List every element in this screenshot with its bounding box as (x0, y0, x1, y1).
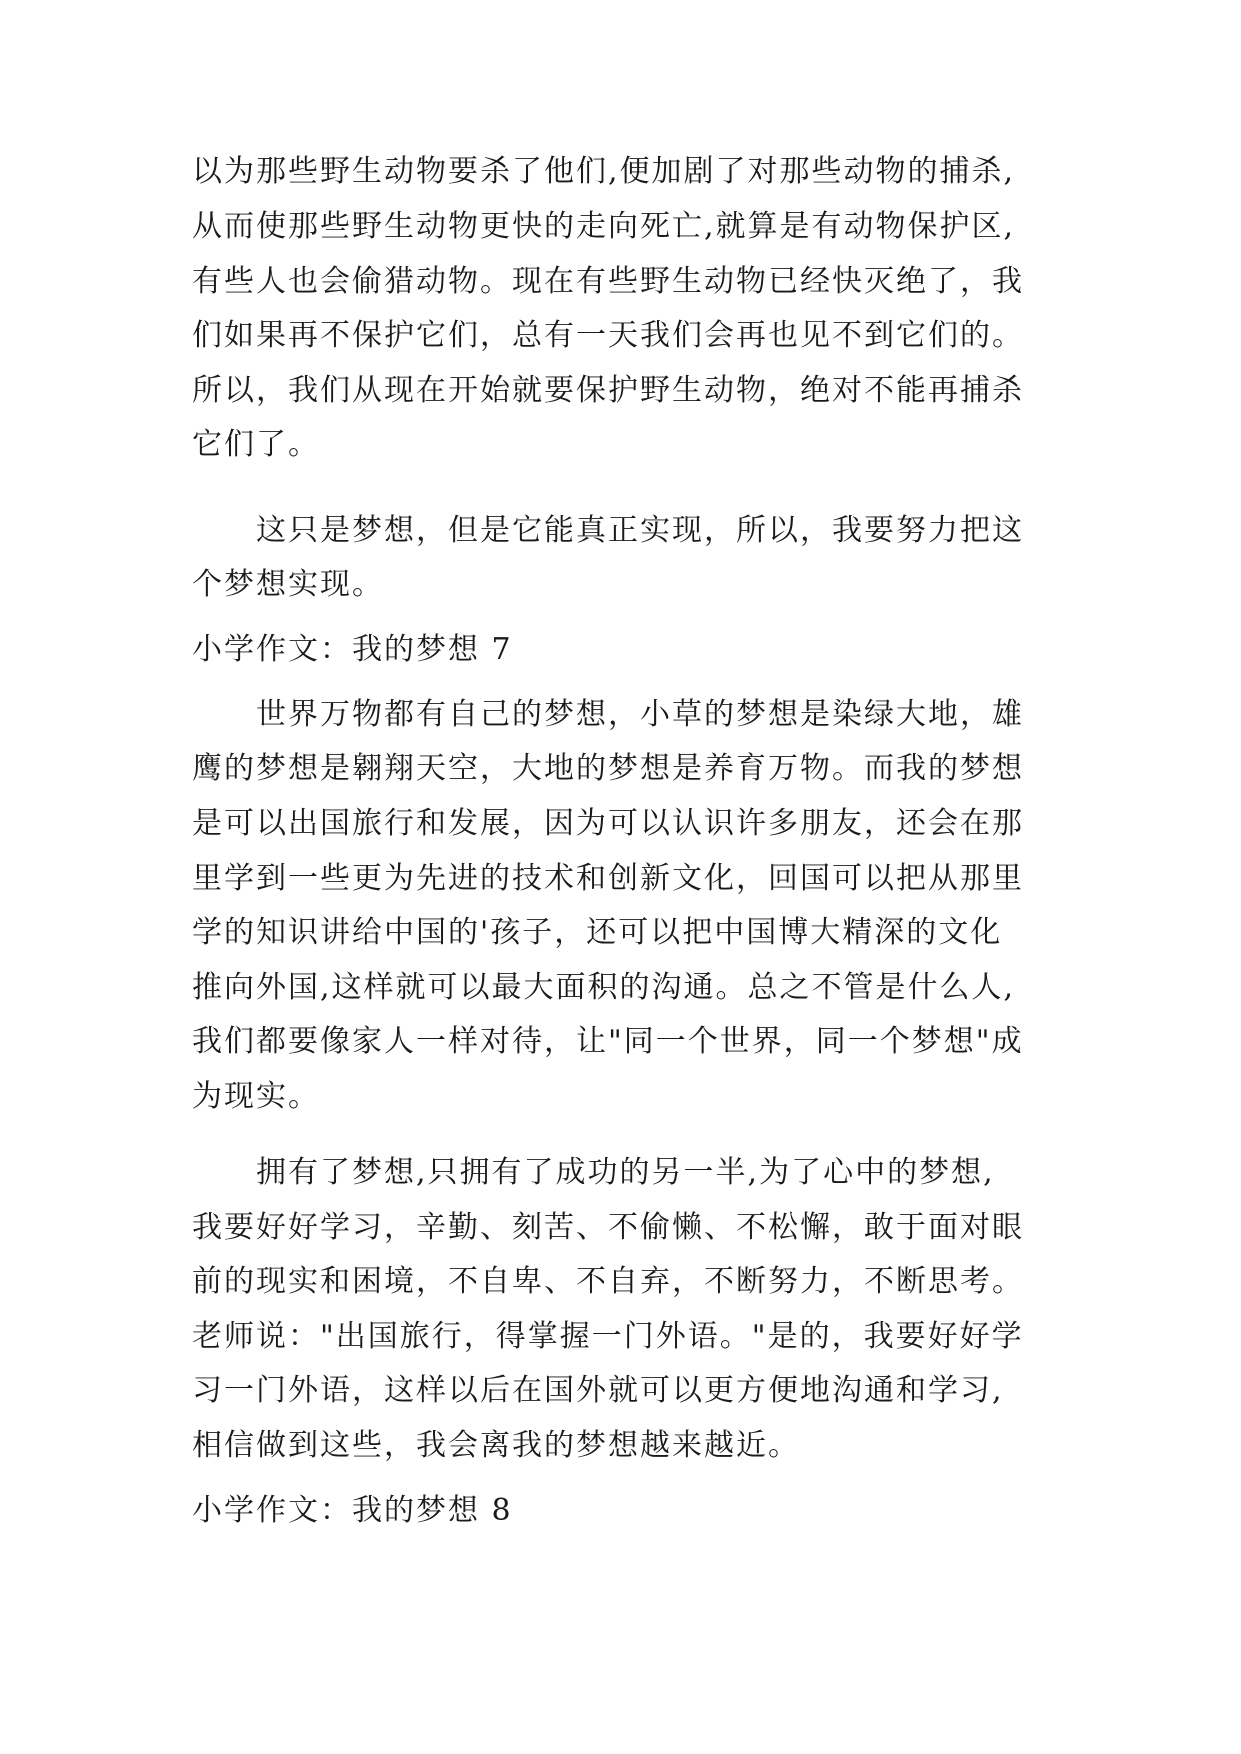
paragraph-first-line: 拥有了梦想,只拥有了成功的另一半,为了心中的梦想, (256, 1155, 995, 1190)
body-line: 个梦想实现。 (192, 567, 384, 602)
section-heading: 小学作文：我的梦想 7 (192, 632, 513, 667)
body-line: 相信做到这些，我会离我的梦想越来越近。 (192, 1428, 800, 1463)
paragraph-first-line: 这只是梦想，但是它能真正实现，所以，我要努力把这 (256, 513, 1024, 548)
body-line: 从而使那些野生动物更快的走向死亡,就算是有动物保护区, (192, 209, 1016, 244)
body-line: 前的现实和困境，不自卑、不自弃，不断努力，不断思考。 (192, 1264, 1024, 1299)
body-line: 老师说："出国旅行，得掌握一门外语。"是的，我要好好学 (192, 1319, 1024, 1354)
body-line: 鹰的梦想是翱翔天空，大地的梦想是养育万物。而我的梦想 (192, 751, 1024, 786)
body-line: 我要好好学习，辛勤、刻苦、不偷懒、不松懈，敢于面对眼 (192, 1210, 1024, 1245)
body-line: 它们了。 (192, 427, 320, 462)
paragraph-first-line: 世界万物都有自己的梦想，小草的梦想是染绿大地，雄 (256, 697, 1024, 732)
body-line: 以为那些野生动物要杀了他们,便加剧了对那些动物的捕杀, (192, 154, 1016, 189)
body-line: 有些人也会偷猎动物。现在有些野生动物已经快灭绝了，我 (192, 264, 1024, 299)
body-line: 是可以出国旅行和发展，因为可以认识许多朋友，还会在那 (192, 806, 1024, 841)
body-line: 学的知识讲给中国的'孩子，还可以把中国博大精深的文化 (192, 915, 1003, 950)
body-line: 推向外国,这样就可以最大面积的沟通。总之不管是什么人, (192, 970, 1016, 1005)
body-line: 习一门外语，这样以后在国外就可以更方便地沟通和学习, (192, 1373, 1004, 1408)
body-line: 所以，我们从现在开始就要保护野生动物，绝对不能再捕杀 (192, 373, 1024, 408)
body-line: 们如果再不保护它们，总有一天我们会再也见不到它们的。 (192, 318, 1024, 353)
body-line: 里学到一些更为先进的技术和创新文化，回国可以把从那里 (192, 861, 1024, 896)
body-line: 我们都要像家人一样对待，让"同一个世界，同一个梦想"成 (192, 1024, 1024, 1059)
section-heading: 小学作文：我的梦想 8 (192, 1493, 513, 1528)
body-line: 为现实。 (192, 1079, 320, 1114)
